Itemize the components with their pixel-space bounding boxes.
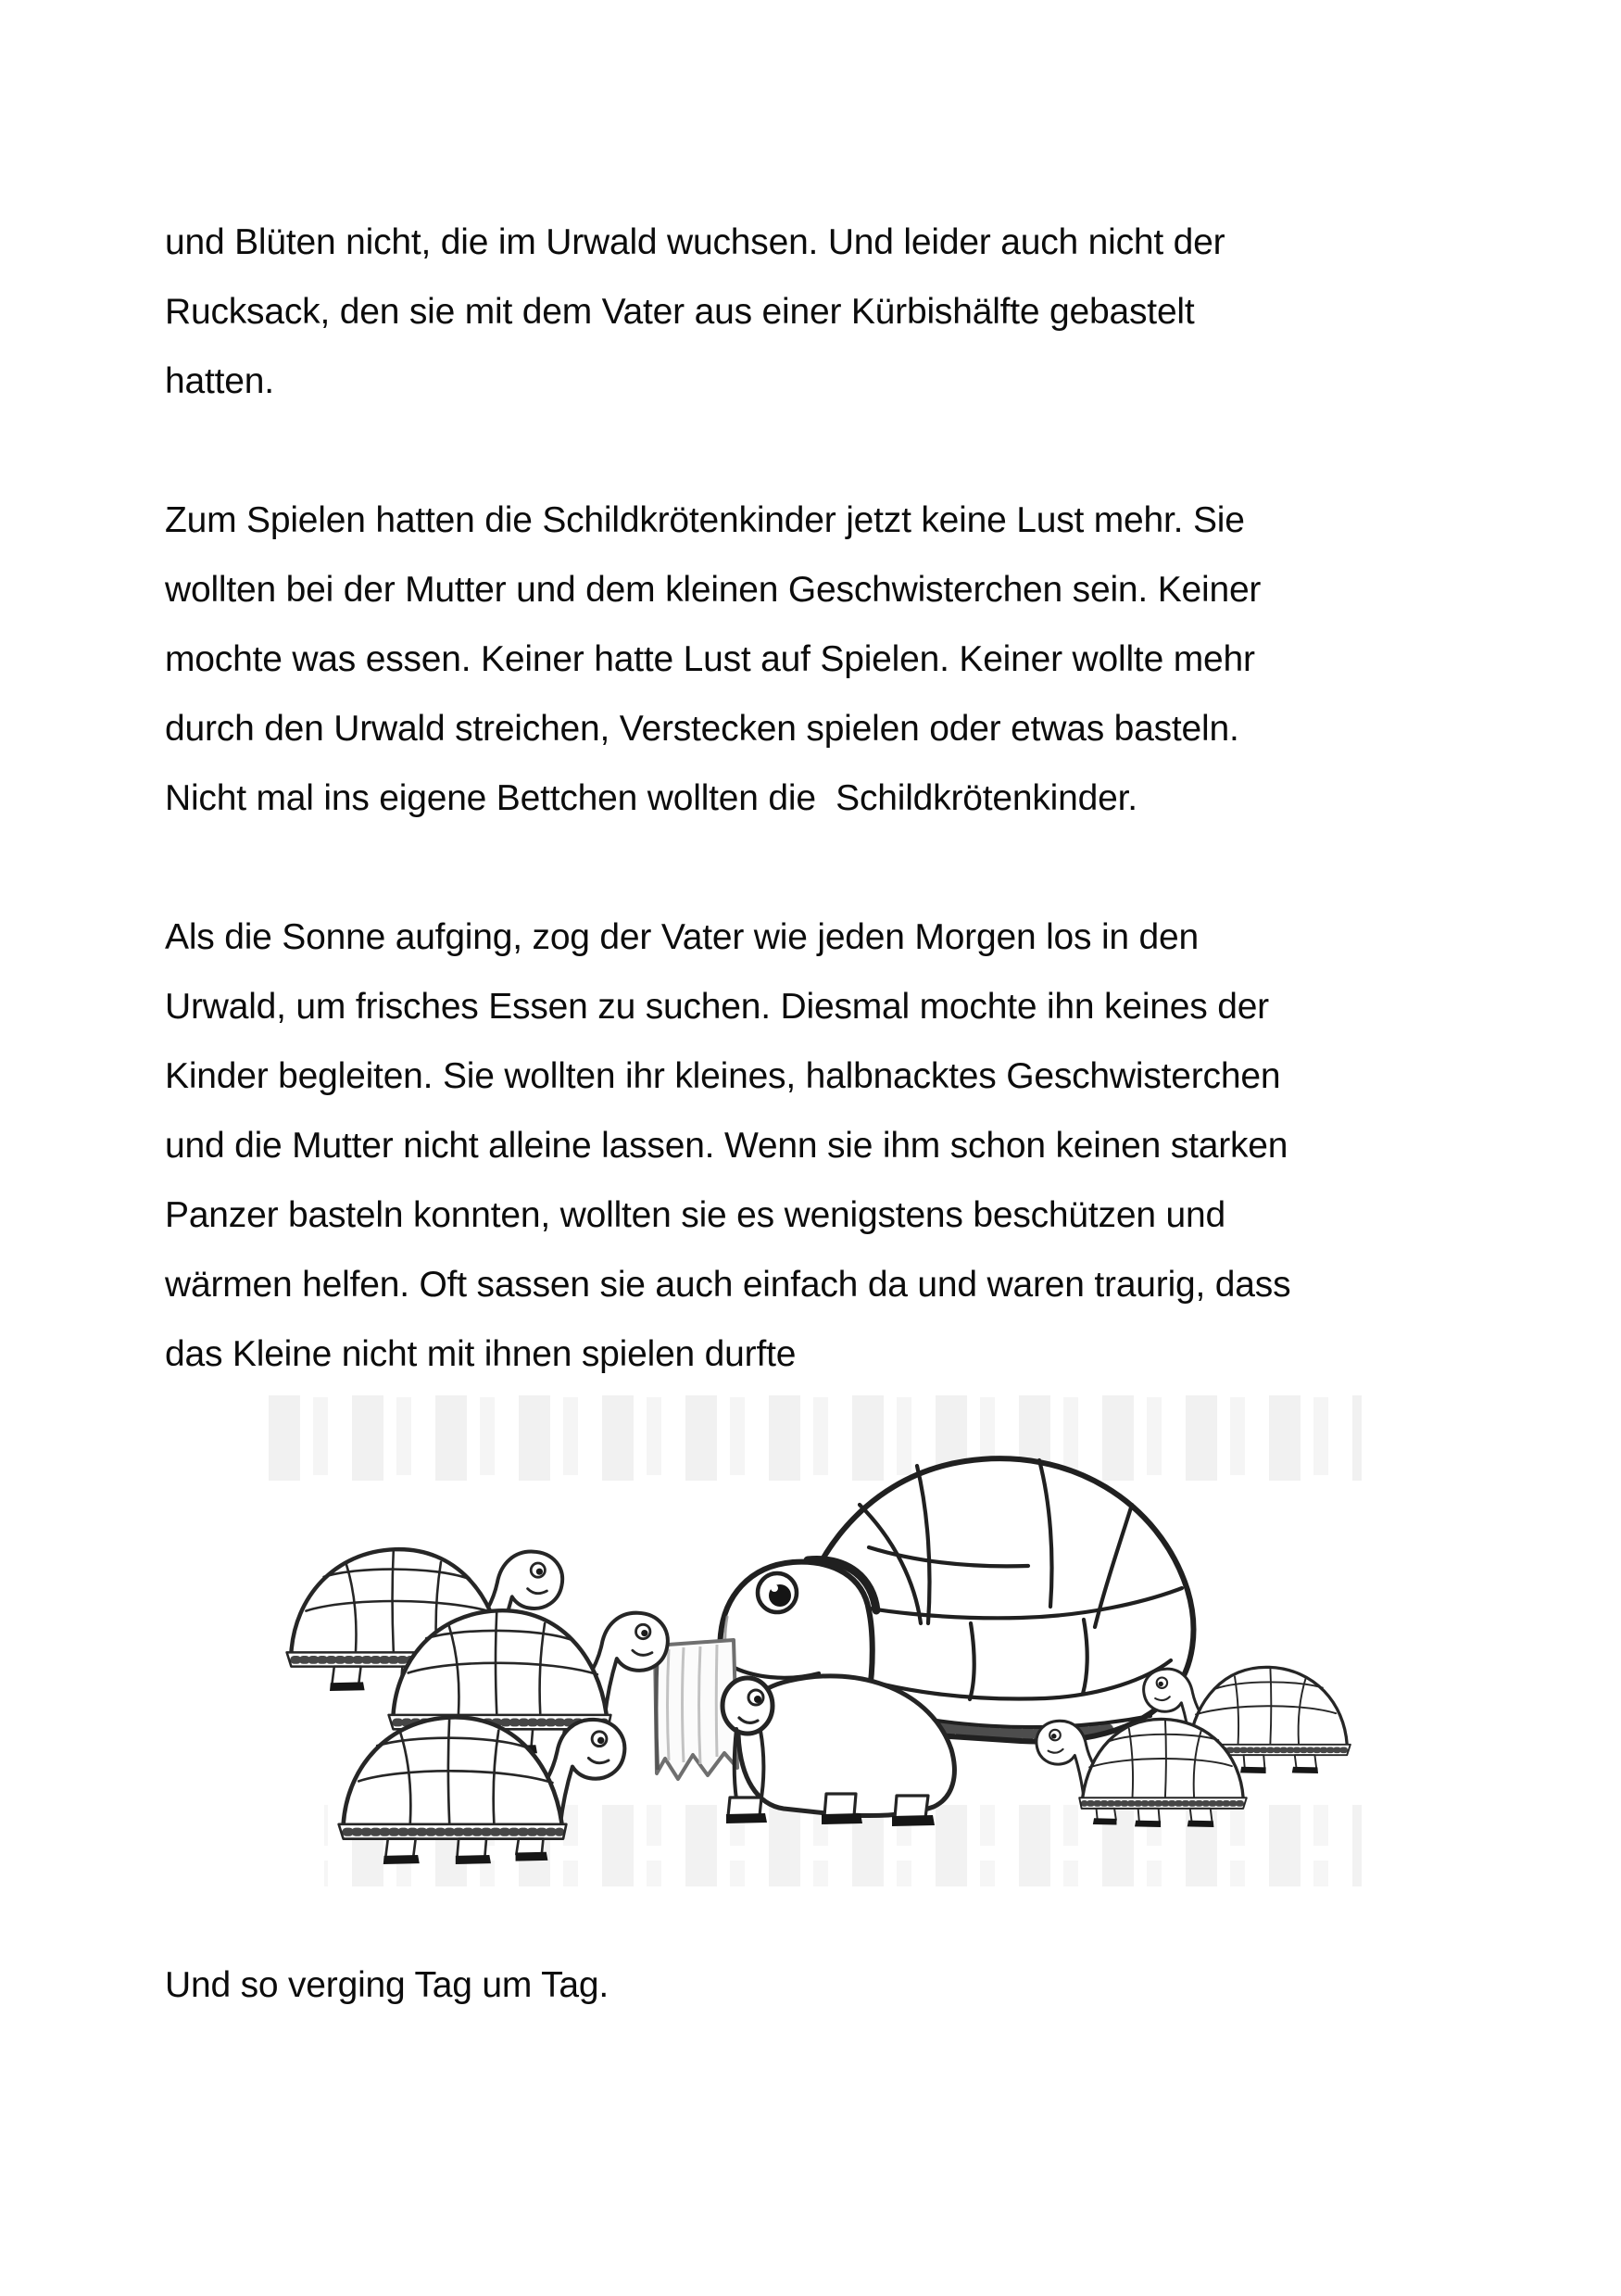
text-line: Als die Sonne aufging, zog der Vater wie jeden Morgen los in den [165,917,1200,957]
text-line: das Kleine nicht mit ihnen spielen durfte [165,1334,797,1374]
text-line: Kinder begleiten. Sie wollten ihr kleines, halbnacktes Geschwisterchen [165,1056,1281,1096]
text-line: hatten. [165,361,274,401]
story-text [165,208,1480,1458]
text-line: Urwald, um frisches Essen zu suchen. Diesmal mochte ihn keines der [165,987,1269,1027]
text-line: wärmen helfen. Oft sassen sie auch einfach da und waren traurig, dass [165,1265,1291,1305]
text-line: wollten bei der Mutter und dem kleinen Geschwisterchen sein. Keiner [165,570,1262,610]
text-line: durch den Urwald streichen, Verstecken spielen oder etwas basteln. [165,709,1239,749]
text-line: und die Mutter nicht alleine lassen. Wenn sie ihm schon keinen starken [165,1126,1288,1166]
turtle-family-illustration [269,1390,1362,1895]
text-line: Zum Spielen hatten die Schildkrötenkinder jetzt keine Lust mehr. Sie [165,500,1245,540]
text-line: und Blüten nicht, die im Urwald wuchsen. Und leider auch nicht der [165,222,1225,262]
paragraph [165,208,1480,416]
text-line: Nicht mal ins eigene Bettchen wollten die Schildkrötenkinder. [165,778,1137,818]
paragraph [165,902,1480,1389]
text-line: Rucksack, den sie mit dem Vater aus einer Kürbishälfte gebastelt [165,292,1195,332]
text-line: mochte was essen. Keiner hatte Lust auf Spielen. Keiner wollte mehr [165,639,1255,679]
paragraph [165,486,1480,833]
text-line: Panzer basteln konnten, wollten sie es wenigstens beschützen und [165,1195,1225,1235]
closing-line: Und so verging Tag um Tag. [165,1965,609,2005]
